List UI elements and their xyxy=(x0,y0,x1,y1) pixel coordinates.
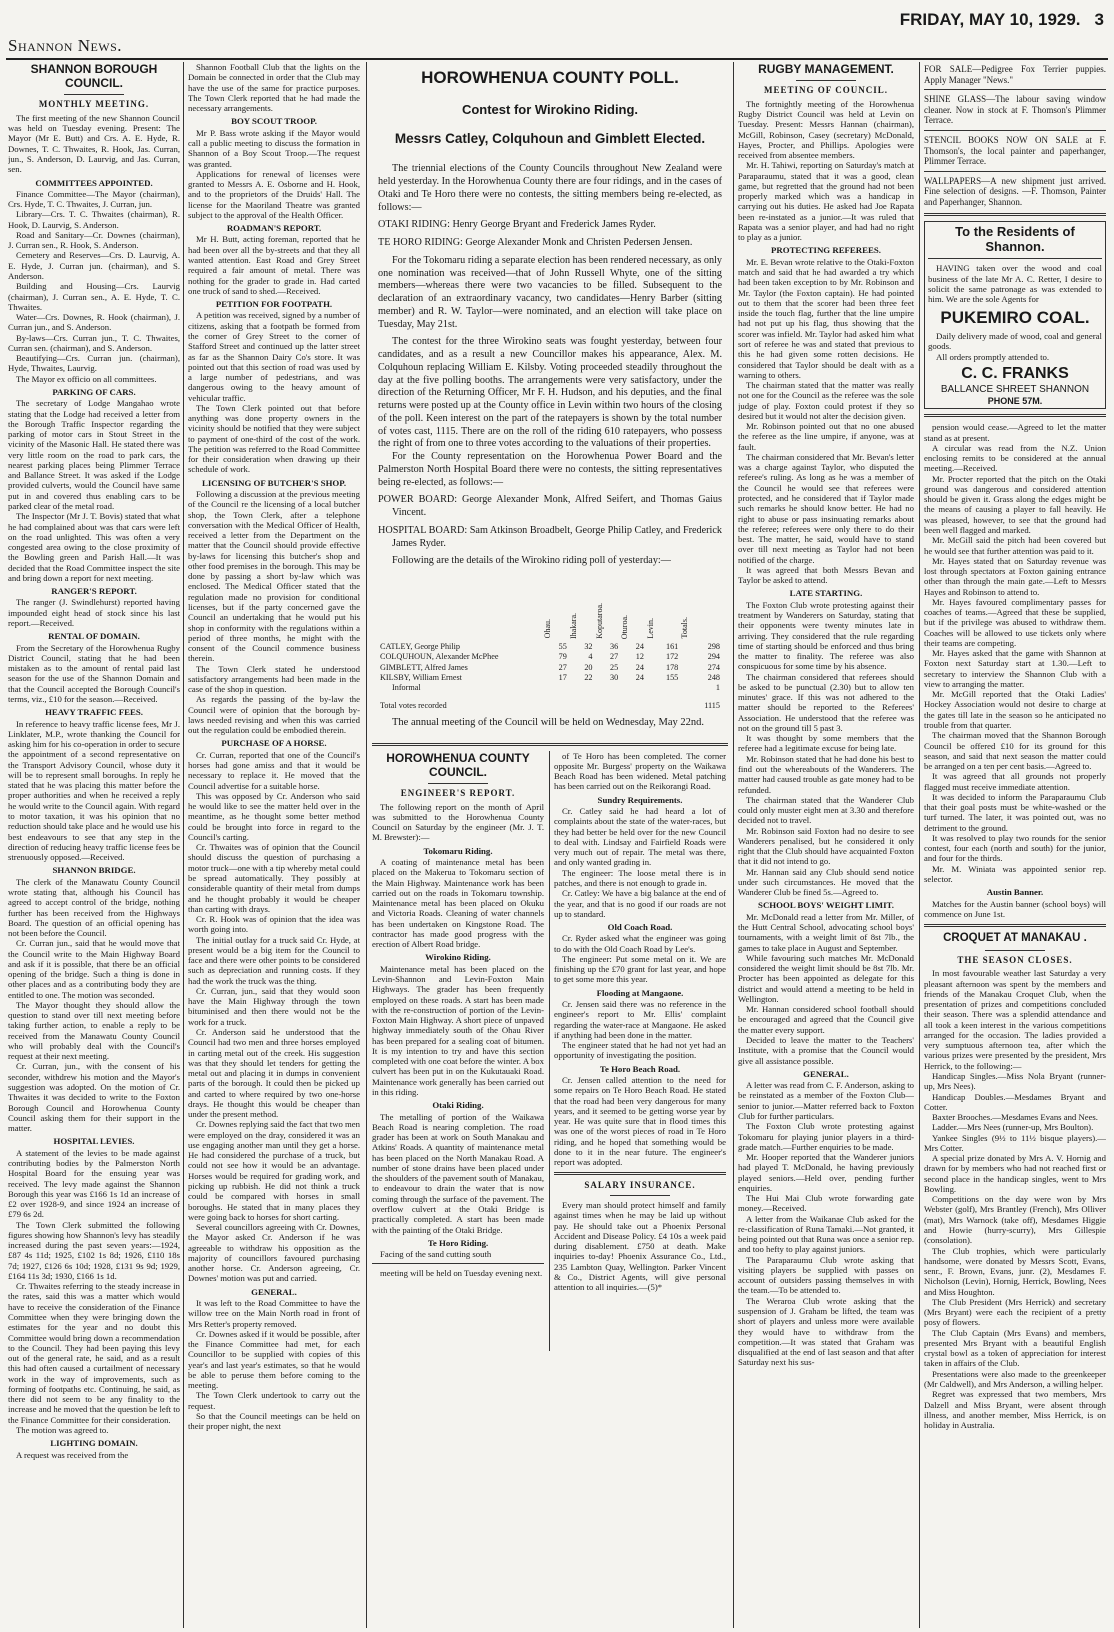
paragraph: The metalling of portion of the Waikawa Beach Road is nearing completion. The road grader has been at work on South Manakau and Atkins' Roads. A quantity of maintenance metal has been placed on the North Manakau Road. A number of stone drains have been placed under the shoulders of the pavement south of Manakau, to endeavour to drain the water that is now coming through the surface of the pavement. The overflow culvert at the Otaki Bridge is practically completed. A start has been made with the painting of the Otaki Bridge. xyxy=(372,1111,544,1235)
paragraph: It was resolved to play two rounds for the senior contest, four each (north and south) for the junior, and four for the thirds. xyxy=(924,832,1106,864)
paragraph: For the Tokomaru riding a separate election has been rendered necessary, as only one nomination was received—that of John Russell Whyte, one of the sitting members—whereas there were two vacancies to be filled. Subsequent to the declaration of an extraordinary vacancy, two candidates—Henry Barber (sitting member) and R. W. Taylor—were nominated, and an election will take place on Tuesday, May 21st. xyxy=(378,254,722,330)
ad-text: All orders promptly attended to. xyxy=(936,351,1050,362)
paragraph: Cr. R. Hook was of opinion that the idea was worth going into. xyxy=(188,914,360,935)
paragraph: Applications for renewal of licenses were granted to Messrs A. E. Osborne and H. Hook, and to the proprietors of the Druids' Hall. The license for the Maoriland Theatre was granted subject to the approval of the Health Officer. xyxy=(188,168,360,220)
divider xyxy=(985,950,1045,951)
paragraph: Mr. McGill reported that the Otaki Ladies' Hockey Association would not desire to charge at the gates till late in the season so he anticipated no trouble from that quarter. xyxy=(924,689,1106,731)
paragraph: A statement of the levies to be made against contributing bodies by the Palmerston North Hospital Board for the ensuing year was received. The levy made against the Shannon Borough this year was £166 1s 1d an increase of £2 over 1928-9, and since 1924 an increase of £79 6s 2d. xyxy=(8,1147,180,1220)
paragraph: Mr. Procter reported that the pitch on the Otaki ground was dangerous and considered attention should be given it. Grass along the edges might be the means of causing a player to fall heavily. He was pleased, however, to see that the ground had been well flagged and marked. xyxy=(924,473,1106,535)
paragraph: Yankee Singles (9½ to 11½ bisque players).—Mrs Cotter. xyxy=(924,1132,1106,1153)
paragraph: In reference to heavy traffic license fees, Mr J. Linklater, M.P., wrote thanking the Council for asking him for his co-operation in order to secure the appointment of a second representative on the Transport Advisory Council, whose duty it will be to represent small boroughs. In reply he stated that he was placing this matter before the proper authorities and when he received a reply he would write to the Council again. With regard to motor taxation, it was his opinion that no reduction should take place and he would use his best endeavours to see that any step in the direction of reducing heavy traffic license fees be strenuously opposed.—Received. xyxy=(8,718,180,863)
riding-result: TE HORO RIDING: George Alexander Monk and Christen Pedersen Jensen. xyxy=(378,237,693,249)
paragraph: Mr. Hayes stated that on Saturday revenue was lost through spectators at Foxton gaining entrance other than through the main gate.—Left to Messrs Hayes and Robinson to attend to. xyxy=(924,555,1106,597)
paragraph: Shannon Football Club that the lights on the Domain be connected in order that the Club may have the use of the same for practice purposes. The Town Clerk reported that he had made the necessary arrangements. xyxy=(188,62,360,114)
article-subtitle: Contest for Wirokino Riding. xyxy=(461,102,639,118)
classified-ad: WALLPAPERS—A new shipment just arrived. Fine selection of designs. —F. Thomson, Painter and Paperhanger, Shannon. xyxy=(924,175,1106,208)
paragraph: It was agreed that both Messrs Bevan and Taylor be asked to attend. xyxy=(738,564,914,586)
section-heading: Austin Banner. xyxy=(986,887,1044,898)
paragraph: The Town Clerk submitted the following figures showing how Shannon's levy has steadily increased during the past seven years:—1924, £87 4s 11d; 1925, £102 1s 8d; 1926, £110 18s 7d; 1927, £126 6s 10d; 1928, £131 9s 9d; 1929, £164 11s 3d; 1930, £166 1s 1d. xyxy=(8,1219,180,1281)
paragraph: The Mayor thought they should allow the question to stand over till next meeting before taking further action, to enable a reply to be received from the Manawatu County Council who will probably deal with the Council's request at their next meeting. xyxy=(8,999,180,1062)
divider xyxy=(924,89,1106,90)
paragraph: The chairman stated that the matter was really not one for the Council as the referee was the sole judge of play. Foxton could protest if they so desired but it would not alter the decision given. xyxy=(738,380,914,421)
table-header: Koputaroa. xyxy=(594,603,604,639)
ad-merchant: C. C. FRANKS xyxy=(961,365,1069,383)
section-heading: Te Horo Beach Road. xyxy=(599,1063,681,1074)
paragraph: The Foxton Club wrote protesting against their treatment by Wanderers on Saturday, stating that their opponents were twenty minutes late in arriving. They considered that the rule regarding time of starting should be enforced and thus bring the matter to finality. The referee was also conspicuous for some time by his absence. xyxy=(738,599,914,672)
section-heading: Old Coach Road. xyxy=(607,922,673,933)
paragraph: The Club President (Mrs Herrick) and secretary (Mrs Bryant) were each the recipient of a pretty posy of flowers. xyxy=(924,1296,1106,1328)
paragraph: Cr. Anderson said he understood that the Council had two men and three horses employed in carting metal out of the creek. His suggestion was that they should let tenders for getting the metal out and placing it in dumps in convenient parts of the borough. It could then be picked up and carted to where required by two one-horse drays. He thought this would be cheaper than under the present method. xyxy=(188,1026,360,1120)
paragraph: It was decided to inform the Paraparaumu Club that their goal posts must be white-washed or the turf turned. The later, it was pointed out, was no detriment to the ground. xyxy=(924,791,1106,833)
paragraph: Cr. Curran, jun., said that they would soon have the Main Highway through the town bituminised and then there would not be the work for a truck. xyxy=(188,985,360,1027)
coal-advertisement xyxy=(924,221,1106,410)
ad-text: Daily delivery made of wood, coal and general goods. xyxy=(928,330,1102,352)
paragraph: Library—Crs. T. C. Thwaites (chairman), R. Hook, D. Laurvig, S. Anderson. xyxy=(8,209,180,230)
table-row: CATLEY, George Philip 55 32 36 24 161 298 xyxy=(380,642,720,652)
section-heading: LIGHTING DOMAIN. xyxy=(50,1438,138,1449)
paragraph: The triennial elections of the County Councils throughout New Zealand were held yesterday. In the Horowhenua County there are four ridings, and in the cases of Otaki and Te Horo there were no contests, the sitting members being re-elected, as follows:— xyxy=(378,163,722,213)
paragraph: Cr. Downes replying said the fact that two men were employed on the dray, considered it was an use engaging another man until they get a horse. He had considered the purchase of a truck, but could not see how it would be an advantage. Horses would be required for grading work, and picking up rubbish. He did not think a truck could be compared with horses in small boroughs. He stated that in many places they were going back to horses for short carting. xyxy=(188,1119,360,1222)
article-title: RUGBY MANAGEMENT. xyxy=(758,62,894,76)
article-subtitle: THE SEASON CLOSES. xyxy=(957,954,1073,965)
article-subtitle: MEETING OF COUNCIL. xyxy=(764,85,888,96)
table-row: COLQUHOUN, Alexander McPhee 79 4 27 12 172 294 xyxy=(380,652,720,662)
paragraph: The chairman moved that the Shannon Borough Council be offered £10 for its ground for this season, and said that next season the matter could be arranged on a ten per cent basis.—Agreed to. xyxy=(924,730,1106,772)
table-header: Levin. xyxy=(645,618,655,639)
board-result: POWER BOARD: George Alexander Monk, Alfred Seifert, and Thomas Gaius Vincent. xyxy=(378,494,722,519)
issue-date: FRIDAY, MAY 10, 1929. xyxy=(899,10,1081,29)
paragraph: Cr. Curran, reported that one of the Council's horses had gone amiss and that it would be necessary to replace it. He moved that the Council advertise for a suitable horse. xyxy=(188,749,360,791)
paragraph: The engineer: The loose metal there is in patches, and there is not enough to grade in. xyxy=(554,867,726,888)
section-heading: SCHOOL BOYS' WEIGHT LIMIT. xyxy=(758,900,894,911)
paragraph: Handicap Singles.—Miss Nola Bryant (runner-up, Mrs Nees). xyxy=(924,1071,1106,1092)
paragraph: Several councillors agreeing with Cr. Downes, the Mayor asked Cr. Anderson if he was agreeable to withdraw his opposition as the majority of councillors favoured purchasing another horse. Cr. Anderson agreeing, Cr. Downes' motion was put and carried. xyxy=(188,1222,360,1284)
section-heading: RENTAL OF DOMAIN. xyxy=(48,631,140,642)
section-heading: RANGER'S REPORT. xyxy=(51,586,137,597)
paragraph: Following are the details of the Wirokino riding poll of yesterday:— xyxy=(392,555,671,567)
paragraph: Baxter Brooches.—Mesdames Evans and Nees. xyxy=(932,1112,1098,1123)
section-heading: PROTECTING REFEREES. xyxy=(771,245,881,256)
column-borough-council-cont xyxy=(188,62,360,1628)
paragraph: Mr. Robinson pointed out that no one abused the referee as the line umpire, if anyone, was at fault. xyxy=(738,421,914,452)
section-heading: HEAVY TRAFFIC FEES. xyxy=(45,707,143,718)
column-rugby xyxy=(738,62,914,1628)
paragraph: Mr H. Butt, acting foreman, reported that he had been over all the by-streets and that they all wanted attention. East Road and Grey Street required a fair amount of metal. There was nothing for the grader to grade in. Had carted one truck of sand to shed.—Received. xyxy=(188,234,360,296)
paragraph: This was opposed by Cr. Anderson who said he would like to see the matter held over in the meantime, as he thought some better method could be brought into force in regard to the Council's carting. xyxy=(188,790,360,842)
paragraph: The Paraparaumu Club wrote asking that visiting players be supplied with passes on account of outsiders passing themselves in with the team.—To be attended to. xyxy=(738,1254,914,1296)
section-heading: LICENSING OF BUTCHER'S SHOP. xyxy=(201,477,347,488)
paragraph: meeting will be held on Tuesday evening next. xyxy=(380,1268,543,1279)
table-header: Oturoa. xyxy=(620,614,630,639)
paragraph: A special prize donated by Mrs A. V. Hornig and drawn for by members who had not reached first or second place in the handicap singles, went to Mrs Bowling. xyxy=(924,1153,1106,1194)
article-title: CROQUET AT MANAKAU . xyxy=(943,932,1087,945)
paragraph: Handicap Doubles.—Mesdames Bryant and Cotter. xyxy=(924,1091,1106,1112)
poll-results-table xyxy=(378,572,722,712)
paragraph: The chairman considered that Mr. Bevan's letter was a charge against Taylor, who disputed the referee's ruling. As long as he was a member of the Council he would see that referees were protected, and he considered that if Taylor made such remarks he should know better. He had no right to abuse or pass insinuating remarks about the referee; referees were only there to do their best. The matter, he said, would have to stand over till next meeting as Taylor had not been notified of the charge. xyxy=(738,451,914,565)
paragraph: The ranger (J. Swindlehurst) reported having impounded eight head of stock since his last report.—Received. xyxy=(8,597,180,628)
paragraph: Cr. Catley: We have a big balance at the end of the year, and that is no good if our roads are not up to standard. xyxy=(554,888,726,919)
paragraph: Mr. Hannan considered school football should be encouraged and agreed that the Council give the matter every support. xyxy=(738,1004,914,1035)
paragraph: Cemetery and Reserves—Crs. D. Laurvig, A. E. Hyde, J. Curran jun. (chairman), and S. Anderson. xyxy=(8,250,180,282)
paragraph: Mr. Hayes asked that the game with Shannon at Foxton next Saturday start at 1.30.—Left to secretary to interview the Shannon Club with a view to arranging the matter. xyxy=(924,648,1106,689)
section-heading: Tokomaru Riding. xyxy=(423,845,493,856)
paragraph: Water—Crs. Downes, R. Hook (chairman), J. Curran jun., and S. Anderson. xyxy=(8,312,180,333)
masthead xyxy=(0,0,1114,60)
paragraph: Following a discussion at the previous meeting of the Council re the licensing of a local butcher shop, the Town Clerk, after a telephone conversation with the Medical Officer of Health, received a letter from the Department on the matter that the Council should provide effective by-laws for licensing this butcher's shop and other food premises in the borough. This may be done by passing a short by-law which was enclosed. The Medical Officer stated that the regulation made no provision for conditional licenses, but if the party concerned gave the Council an undertaking that he would put his shop in conformity with the regulations within a period of three months, he might with the consent of the Council commence business therein. xyxy=(188,489,360,664)
table-header: Totals. xyxy=(680,617,690,639)
paragraph: In most favourable weather last Saturday a very pleasant afternoon was spent by the members and friends of the Manakau Croquet Club, when the presentation of prizes and competitions concluded their season. There was a splendid attendance and all took a keen interest in the various competitions arranged for the occasion. The ladies provided a very sumptuous afternoon tea, after which the various prizes were presented by the president, Mrs Herrick, to the following:— xyxy=(924,968,1106,1071)
table-header: Ohau. xyxy=(543,619,553,639)
paragraph: Cr. Curran jun., said that he would move that the Council write to the Main Highway Board and ask if it is possible, that there be an official opening of the bridge. Such a thing is done in other places and as a contributing body they are entitled to one. The motion was seconded. xyxy=(8,938,180,1000)
paragraph: The Mayor ex officio on all committees. xyxy=(16,373,157,384)
paragraph: It was agreed that all grounds not properly flagged must receive immediate attention. xyxy=(924,771,1106,792)
article-title: SHANNON BOROUGH COUNCIL. xyxy=(30,62,158,91)
section-heading: Flooding at Mangaone. xyxy=(596,987,684,998)
section-heading: PURCHASE OF A HORSE. xyxy=(221,738,327,749)
section-heading: Otaki Riding. xyxy=(432,1100,484,1111)
paragraph: Presentations were also made to the greenkeeper (Mr Caldwell), and Mrs Anderson, a willing helper. xyxy=(924,1368,1106,1389)
paragraph: Mr. H. Tahiwi, reporting on Saturday's match at Paraparaumu, stated that it was a good, clean game, but regretted that the ground had not been properly marked which was a handicap in carrying out his duties. He asked had Joe Rapata been re-instated as a junior.—It was ruled that Rapata was a senior player, and had had no right to play as a junior. xyxy=(738,160,914,243)
column-divider xyxy=(733,62,734,1628)
divider xyxy=(924,924,1106,927)
paragraph: The chairman stated that the Wanderer Club could only muster eight men at 3.30 and therefore decided not to travel. xyxy=(738,794,914,826)
section-heading: SHANNON BRIDGE. xyxy=(52,865,136,876)
county-council-article xyxy=(372,751,728,1351)
paragraph: The annual meeting of the Council will be held on Wednesday, May 22nd. xyxy=(392,716,705,728)
paragraph: pension would cease.—Agreed to let the matter stand as at present. xyxy=(924,422,1106,443)
paragraph: The Town Clerk pointed out that before anything was done property owners in the vicinity should be notified that they were subject to payment of one-third of the cost of the work. The petition was referred to the Road Committee for their consideration when drawing up their schedule of work. xyxy=(188,402,360,475)
column-borough-council xyxy=(8,62,180,1628)
paragraph: By-laws—Crs. Curran jun., T. C. Thwaites, Curran sen. (chairman), and S. Anderson. xyxy=(8,332,180,353)
divider xyxy=(64,94,124,95)
county-council-right xyxy=(554,751,726,1351)
divider xyxy=(372,743,728,746)
paragraph: Cr. Catley said he had heard a lot of complaints about the state of the water-races, but they had better be held over for the new Council to deal with. Lindsay and Fairfield Roads were very much out of repair. The metal was there, and only wanted grading in. xyxy=(554,806,726,868)
county-council-left xyxy=(372,751,544,1351)
article-title: HOROWHENUA COUNTY POLL. xyxy=(421,68,679,87)
article-subtitle: MONTHLY MEETING. xyxy=(38,99,150,110)
paper-name: Shannon News. xyxy=(8,36,123,55)
table-total-row: Total votes recorded 1115 xyxy=(380,701,720,711)
paragraph: The Weraroa Club wrote asking that the suspension of J. Graham be lifted, the team was short of players and unless more were available they would have to withdraw from the competition.—It was stated that Graham was disqualified at the end of last season and that after Saturday next his sus- xyxy=(738,1295,914,1368)
paragraph: Maintenance metal has been placed on the Levin-Shannon and Levin-Foxton Main Highways. The grader has been frequently employed on these roads. A start has been made with the re-construction of portion of the Levin-Foxton Main Highway. A short piece of unpaved highway immediately south of the Ohau River has been prepared for a sealing coat of bitumen. It is my intention to try and have this section completed with one coat before the winter. A box culvert has been put in on the Kukutauaki Road. Maintenance work generally has been carried out in this riding. xyxy=(372,963,544,1097)
divider xyxy=(554,1172,726,1175)
ad-text: HAVING taken over the wood and coal business of the late Mr A. C. Retter, I desire to solicit the same patronage as was extended to him. We are the sole Agents for xyxy=(928,263,1102,305)
section-heading: Wirokino Riding. xyxy=(425,952,491,963)
column-ads-croquet xyxy=(924,62,1106,1628)
paragraph: The Club Captain (Mrs Evans) and members, presented Mrs Bryant with a beautiful English crystal bowl as a token of appreciation for interest taken in affairs of the Club. xyxy=(924,1327,1106,1369)
column-divider xyxy=(549,751,550,1351)
paragraph: Building and Housing—Crs. Laurvig (chairman), J. Curran sen., A. E. Hyde, T. C. Thwaites. xyxy=(8,281,180,312)
divider xyxy=(796,80,856,81)
ad-brand: PUKEMIRO COAL. xyxy=(940,307,1090,327)
paragraph: Mr. Hayes favoured complimentary passes for coaches of teams.—Agreed that these be supplied, but if the privilege was abused to withdraw them. Coaches will be allowed to use tickets only where their teams are competing. xyxy=(924,596,1106,648)
paragraph: Cr. Curran, jun., with the consent of his seconder, withdrew his motion and the Mayor's suggestion was adopted. On the motion of Cr. Thwaites it was decided to write to the Foxton Borough Council and Horowhenua County Council asking them for their support in the matter. xyxy=(8,1061,180,1134)
paragraph: As regards the passing of the by-law the Council were of opinion that the borough by-laws needed revising and when this was carried out the regulation could be embodied therein. xyxy=(188,694,360,736)
article-title: HOROWHENUA COUNTY COUNCIL. xyxy=(386,750,530,779)
paragraph: So that the Council meetings can be held on their proper night, the next xyxy=(188,1410,360,1432)
column-county-poll xyxy=(372,62,728,1628)
poll-body xyxy=(372,163,728,728)
divider xyxy=(372,1263,544,1264)
divider xyxy=(924,130,1106,131)
paragraph: Mr. McGill said the pitch had been covered but he would see that further attention was paid to it. xyxy=(924,535,1106,556)
paragraph: The engineer stated that he had not yet had an opportunity of investigating the position. xyxy=(554,1040,726,1061)
paragraph: A petition was received, signed by a number of citizens, asking that a footpath be formed from the corner of Grey Street to the corner of Stafford Street and continued up the latter street as far as the Shannon Dairy Co's store. It was pointed out that this section of road was used by a large number of pedestrians, and was dangerous owing to the heavy amount of vehicular traffic. xyxy=(188,310,360,403)
paragraph: The fortnightly meeting of the Horowhenua Rugby District Council was held at Levin on Tuesday. Present: Messrs Hannan (chairman), McGill, Robinson, Casey (secretary) McDonald, Hayes, Procter, and Phillips. Apologies were received from absentee members. xyxy=(738,98,914,161)
paragraph: Mr. McDonald read a letter from Mr. Miller, of the Hutt Central School, advocating school boys' tournaments, with a weight limit of 8st 7lb., the games to take place in August and September. xyxy=(738,911,914,953)
paragraph: The secretary of Lodge Mangahao wrote stating that the Lodge had received a letter from the Borough Traffic Inspector regarding the parking of motor cars in Stout Street in the vicinity of the Masonic Hall. He stated there was very little room on the road to park cars, the nearest parking places being Plimmer Terrace and Ballance Street. It was asked if the Lodge provided culverts, would the Council have same put in and covered thus enabling cars to be parked clear of the metal road. xyxy=(8,398,180,511)
paragraph: The first meeting of the new Shannon Council was held on Tuesday evening. Present: The Mayor (Mr E. Butt) and Crs. A. E. Hyde, R. Downes, T. C. Thwaites, R. Hook, Jas. Curran, jun., S. Anderson, D. Laurvig, and Jas. Curran, sen. xyxy=(8,112,180,175)
paragraph: The chairman considered that referees should be asked to be punctual (2.30) but to allow ten minutes' grace. If this was not adhered to the matter should be reported to the Referees' Association. He understood that the referee was not on the ground till 5 past 3. xyxy=(738,671,914,733)
divider xyxy=(928,258,1102,259)
paragraph: Mr. M. Winiata was appointed senior rep. selector. xyxy=(924,863,1106,884)
paragraph: Finance Committee—The Mayor (chairman), Crs. Hyde, T. C. Thwaites, J. Curran, jun. xyxy=(8,188,180,210)
paragraph: From the Secretary of the Horowhenua Rugby District Council, stating that he had been mistaken as to the amount of rental paid last season for the use of the Shannon Domain and that the Council accepted the Borough Council's terms, viz., £10 for the season.—Received. xyxy=(8,642,180,704)
column-divider xyxy=(366,62,367,1628)
paragraph: of Te Horo has been completed. The corner opposite Mr. Burgess' property on the Waikawa Beach Road has been widened. Metal patching has been carried out on the Reikorangi Road. xyxy=(554,750,726,792)
paragraph: Competitions on the day were won by Mrs Webster (golf), Mrs Brantley (French), Mrs Olliver (mat), Mrs Warnock (take off), Mesdames Higgie and Howie (hurry-scurry), Mrs Gillespie (consolation). xyxy=(924,1194,1106,1246)
paragraph: Mr. Robinson said Foxton had no desire to see Wanderers penalised, but he considered it only right that the Club should have acquainted Foxton that it did not intend to go. xyxy=(738,825,914,867)
section-heading: Te Horo Riding. xyxy=(427,1237,489,1248)
paragraph: Matches for the Austin banner (school boys) will commence on June 1st. xyxy=(924,898,1106,919)
paragraph: The engineer: Put some metal on it. We are finishing up the £70 grant for last year, and hope to get some more this year. xyxy=(554,953,726,985)
classified-ad: SHINE GLASS—The labour saving window cleaner. Now in stock at F. Thomson's Plimmer Terrace. xyxy=(924,94,1106,126)
paragraph: Cr. Thwaites was of opinion that the Council should discuss the question of purchasing a motor truck—one with a tip whereby metal could be spread automatically. They possibly at considerable quantity of their metal from dumps and he thought probably it would be cheaper than carting with drays. xyxy=(188,842,360,914)
board-result: HOSPITAL BOARD: Sam Atkinson Broadbelt, George Philip Catley, and Frederick James Ryder. xyxy=(378,524,722,549)
paragraph: For the County representation on the Horowhenua Power Board and the Palmerston North Hospital Board there were no contests, the sitting representatives being re-elected, as follows:— xyxy=(378,451,722,488)
table-row: GIMBLETT, Alfred James 27 20 25 24 178 274 xyxy=(380,662,720,672)
paragraph: The Hui Mai Club wrote forwarding gate money.—Received. xyxy=(738,1193,914,1214)
paragraph: Cr. Ryder asked what the engineer was going to do with the Old Coach Road by Lee's. xyxy=(554,933,726,954)
paragraph: A letter from the Waikanae Club asked for the re-classification of Runa Tamaki.—Not granted, it being pointed out that Runa was once a senior rep. and too hefty to play against juniors. xyxy=(738,1213,914,1255)
paragraph: The motion was agreed to. xyxy=(16,1424,109,1435)
table-row: Informal 1 xyxy=(392,683,720,693)
paragraph: Mr. Robinson stated that he had done his best to find out the whereabouts of the Wanderers. The matter had caused trouble as gate money had to be refunded. xyxy=(738,753,914,795)
paragraph: While favouring such matches Mr. McDonald considered the weight limit should be 8st 7lb. Mr. Procter has been appointed as delegate for this district and would attend a meeting to be held in Wellington. xyxy=(738,952,914,1004)
paragraph: Mr. E. Bevan wrote relative to the Otaki-Foxton match and said that he had awarded a try which had been taken exception to by Mr. Robinson and Mr. Taylor (the Foxton captain). He had pointed out to them that the scorer had been three feet inside the touch flag, further that the line umpire had not put up his flag, thus showing that the scorer was infield. Mr. Taylor had asked him what sort of referee he was and stated that previous to this he had given some rotten decisions. He considered that Taylor should be dealt with as a warning to others. xyxy=(738,256,914,380)
paragraph: Facing of the sand cutting south xyxy=(380,1249,492,1260)
section-heading: PARKING OF CARS. xyxy=(52,386,136,397)
section-heading: GENERAL. xyxy=(251,1286,297,1297)
classified-ad: STENCIL BOOKS NOW ON SALE at F. Thomson's, the local painter and paperhanger, Plimmer Terrace. xyxy=(924,135,1106,167)
article-subtitle: ENGINEER'S REPORT. xyxy=(400,787,516,798)
paragraph: A circular was read from the N.Z. Union enclosing remits to be considered at the annual meeting.—Received. xyxy=(924,442,1106,474)
ad-address: BALLANCE SHREET SHANNON xyxy=(940,383,1090,395)
paragraph: Ladder.—Mrs Nees (runner-up, Mrs Boulton). xyxy=(932,1122,1094,1133)
paragraph: Mr P. Bass wrote asking if the Mayor would call a public meeting to discuss the formation in Shannon of a Boy Scout Troop.—The request was granted. xyxy=(188,127,360,169)
paragraph: Mr. Hannan said any Club should send notice under such circumstances. He moved that the Wanderer Club be fined 5s.—Agreed to. xyxy=(738,866,914,898)
section-heading: ROADMAN'S REPORT. xyxy=(226,223,322,234)
paragraph: It was left to the Road Committee to have the willow tree on the Main North road in front of Mrs Retter's property removed. xyxy=(188,1298,360,1329)
paragraph: A request was received from the xyxy=(16,1449,129,1460)
paragraph: Cr. Downes asked if it would be possible, after the Finance Committee had met, for each Councillor to be supplied with copies of this year's and last year's estimates, so that he would be able to peruse them before coming to the meeting. xyxy=(188,1328,360,1391)
paragraph: Regret was expressed that two members, Mrs Dalzell and Miss Bryant, were absent through illness, and another member, Miss Herrick, is on holiday in Australia. xyxy=(924,1389,1106,1431)
section-heading: LATE STARTING. xyxy=(789,588,863,599)
section-heading: BOY SCOUT TROOP. xyxy=(231,116,317,127)
divider xyxy=(924,213,1106,216)
column-divider xyxy=(919,62,920,1628)
section-heading: COMMITTEES APPOINTED. xyxy=(35,177,153,188)
column-divider xyxy=(183,62,184,1628)
paragraph: The Town Clerk stated he understood satisfactory arrangements had been made in the case of the shop in question. xyxy=(188,663,360,695)
section-heading: PETITION FOR FOOTPATH. xyxy=(215,299,333,310)
paragraph: A coating of maintenance metal has been placed on the Makerua to Tokomaru section of the Main Highway. Maintenance work has been carried out on the roads in Tokomaru township. Maintenance metal has been placed on Okuku and Victoria Roads. Cleaning of water channels has been undertaken on Kingstone Road. The contractor has made good progress with the erection of Albert Road bridge. xyxy=(372,857,544,950)
paragraph: The contest for the three Wirokino seats was fought yesterday, between four candidates, and as a result a new Councillor makes his appearance, Alex. M. Colquhoun replacing William E. Kilsby. Voting proceeded steadily throughout the day at the five polling booths. The arrangements were very satisfactory, under the direction of the Returning Officer, Mr F. H. Hudson, and his deputies, and the final returns were posted up at the County office in Levin within two hours of the closing of the poll. Keen interest on the part of the ratepayers is shown by the total number of votes cast, 1115. There are on the roll of the riding 610 ratepayers, who possess the right of from one to three votes according to the valuations of their properties. xyxy=(378,336,722,450)
paragraph: Cr. Jensen called attention to the need for some repairs on Te Horo Beach Road. He stated that the road had been very dangerous for many years, and it seemed to be getting worse year by year. He was quite sure that in flood times this was one of the worst pieces of road in Te Horo riding, and he hoped that something would be done to it in the near future. The engineer's report was adopted. xyxy=(554,1075,726,1168)
paragraph: The following report on the month of April was submitted to the Horowhenua County Council on Saturday by the engineer (Mr. J. T. M. Brewster):— xyxy=(372,801,544,843)
paragraph: Decided to leave the matter to the Teachers' Institute, with a promise that the Council would give all assistance possible. xyxy=(738,1035,914,1066)
paragraph: Mr. Hooper reported that the Wanderer juniors had played T. McDonald, he having previously played seniors.—Held over, pending further enquiries. xyxy=(738,1152,914,1193)
section-heading: Sundry Requirements. xyxy=(597,794,683,805)
paragraph: The Foxton Club wrote protesting against Tokomaru for playing junior players in a third-grade match.—Further enquiries to be made. xyxy=(738,1121,914,1152)
table-row: KILSBY, William Ernest 17 22 30 24 155 248 xyxy=(380,672,720,682)
date-line xyxy=(900,10,1104,30)
section-heading: HOSPITAL LEVIES. xyxy=(53,1136,135,1147)
riding-result: OTAKI RIDING: Henry George Bryant and Frederick James Ryder. xyxy=(378,219,656,231)
paragraph: The Inspector (Mr J. T. Bovis) stated that what he had complained about was that cars were left on the road unlighted. This was often a very congested area owing to the close proximity of the Bowling green and Parish Hall.—It was decided that the Road Committee inspect the site and bring down a report for next meeting. xyxy=(8,511,180,583)
classified-ad: FOR SALE—Pedigree Fox Terrier puppies. Apply Manager "News." xyxy=(924,64,1106,85)
paragraph: It was thought by some members that the referee had a legitimate excuse for being late. xyxy=(738,733,914,754)
paragraph: The clerk of the Manawatu County Council wrote stating that, although his Council has agreed to accept control of the bridge, nothing further has been received from the Highways Board. The question of an official opening has not been before the Council. xyxy=(8,876,180,939)
ad-title: SALARY INSURANCE. xyxy=(584,1180,696,1191)
divider xyxy=(428,783,488,784)
paragraph: Beautifying—Crs. Curran jun. (chairman), Hyde, Thwaites, Laurvig. xyxy=(8,353,180,374)
paragraph: The Club trophies, which were particularly handsome, were donated by Messrs Scott, Evans, senr., F. Brown, Evans, junr. (2), Mesdames F. Nicholson (Levin), Hornig, Herrick, Bowling, Nees and Miss Houghton. xyxy=(924,1245,1106,1297)
paragraph: Cr. Jensen said there was no reference in the engineer's report to Mr. Ellis' complaint regarding the water-race at Mangaone. He asked if anything had been done in the matter. xyxy=(554,999,726,1040)
divider xyxy=(924,171,1106,172)
paragraph: A letter was read from C. F. Anderson, asking to be reinstated as a member of the Foxton Club—senior to junior.—Matter referred back to Foxton Club for further particulars. xyxy=(738,1080,914,1121)
divider xyxy=(924,414,1106,417)
page-number: 3 xyxy=(1094,10,1104,29)
paragraph: Road and Sanitary—Cr. Downes (chairman), J. Curran sen., R. Hook, S. Anderson. xyxy=(8,229,180,251)
ad-phone: PHONE 57M. xyxy=(987,395,1043,406)
divider xyxy=(610,1195,670,1196)
article-subtitle: Messrs Catley, Colquhoun and Gimblett Elected. xyxy=(394,131,706,147)
section-heading: GENERAL. xyxy=(803,1068,849,1079)
paragraph: The Town Clerk undertook to carry out the request. xyxy=(188,1390,360,1411)
ad-title: To the Residents of Shannon. xyxy=(955,223,1075,255)
paragraph: Cr. Thwaites referring to the steady increase in the rates, said this was a matter which would have to receive the consideration of the Finance Committee when they were bringing down the estimates for the year and no doubt this Committee would bring down a recommendation to the Council. They had been paying this levy out of the general rate, he said, and as a result this had often caused a curtailment of necessary work in the way of improvements, such as forming of footpaths etc. Continuing, he said, as there did not seem to be any finality to the increase and he moved that the question be left to the Finance Committee for their consideration. xyxy=(8,1281,180,1425)
ad-text: Every man should protect himself and family against times when he may be laid up without pay. He should take out a Phoenix Personal Accident and Disease Policy. £4 10s a week paid during disablement. £750 at death. Make inquiries to-day! Phoenix Assurance Co., Ltd., 235 Lambton Quay, Wellington. Parker Vincent & Co., District Agents, will give personal attention to all inquiries.—(5)* xyxy=(554,1200,726,1293)
masthead-rule xyxy=(6,58,1108,60)
table-header: Ihakara. xyxy=(568,612,578,639)
paragraph: The initial outlay for a truck said Cr. Hyde, at present would be a big item for the Council to face and there were other points to be considered such as depreciation and running costs. If they had the work the truck was the thing. xyxy=(188,934,360,986)
